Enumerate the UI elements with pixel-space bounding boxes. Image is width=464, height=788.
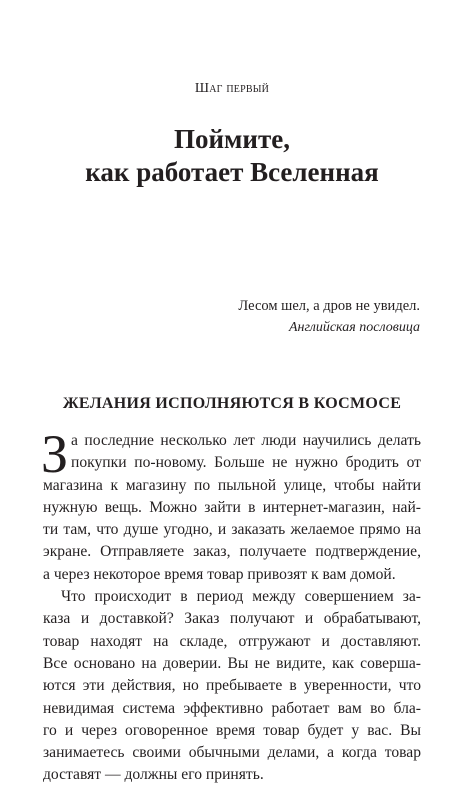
body-line: ти там, что душе угодно, и заказать желаемое прямо на xyxy=(43,521,421,539)
body-line: товар находят на складе, отгружают и доставляют. xyxy=(43,632,421,650)
body-line: покупки по-новому. Больше не нужно бродить от xyxy=(71,454,421,472)
body-text xyxy=(41,424,421,787)
body-line: а последние несколько лет люди научились делать xyxy=(71,432,421,449)
step-label: Шаг первый xyxy=(194,81,270,96)
body-line: доставят — должны его принять. xyxy=(43,766,264,784)
epigraph xyxy=(238,296,420,338)
epigraph-source: Английская пословица xyxy=(288,320,420,335)
chapter-title-line-1: Поймите, xyxy=(173,124,290,154)
drop-cap: З xyxy=(41,424,69,484)
epigraph-quote: Лесом шел, а дров не увидел. xyxy=(238,298,420,314)
chapter-title-line-2: как работает Вселенная xyxy=(85,157,379,187)
body-line: а через некоторое время товар привозят к вам домой. xyxy=(43,565,396,583)
body-line: экране. Отправляете заказ, получаете подтверждение, xyxy=(43,543,421,561)
body-line: ются эти действия, но пребываете в уверенности, что xyxy=(43,677,421,695)
body-line: Все основано на доверии. Вы не видите, как соверша- xyxy=(43,654,421,672)
chapter-title xyxy=(0,123,464,189)
body-line: Что происходит в период между совершением за- xyxy=(61,588,421,606)
section-heading: ЖЕЛАНИЯ ИСПОЛНЯЮТСЯ В КОСМОСЕ xyxy=(62,395,402,412)
body-line: занимаетесь своими обычными делами, а когда товар xyxy=(43,744,421,762)
body-line: го и через оговоренное время товар будет у вас. Вы xyxy=(43,721,421,739)
body-line: магазина к магазину по пыльной улице, чтобы найти xyxy=(43,476,421,494)
body-line: невидимая система эффективно работает вам во бла- xyxy=(43,699,421,717)
body-line: каза и доставкой? Заказ получают и обрабатывают, xyxy=(43,610,421,628)
body-line: нужную вещь. Можно зайти в интернет-магазин, най- xyxy=(43,498,421,516)
